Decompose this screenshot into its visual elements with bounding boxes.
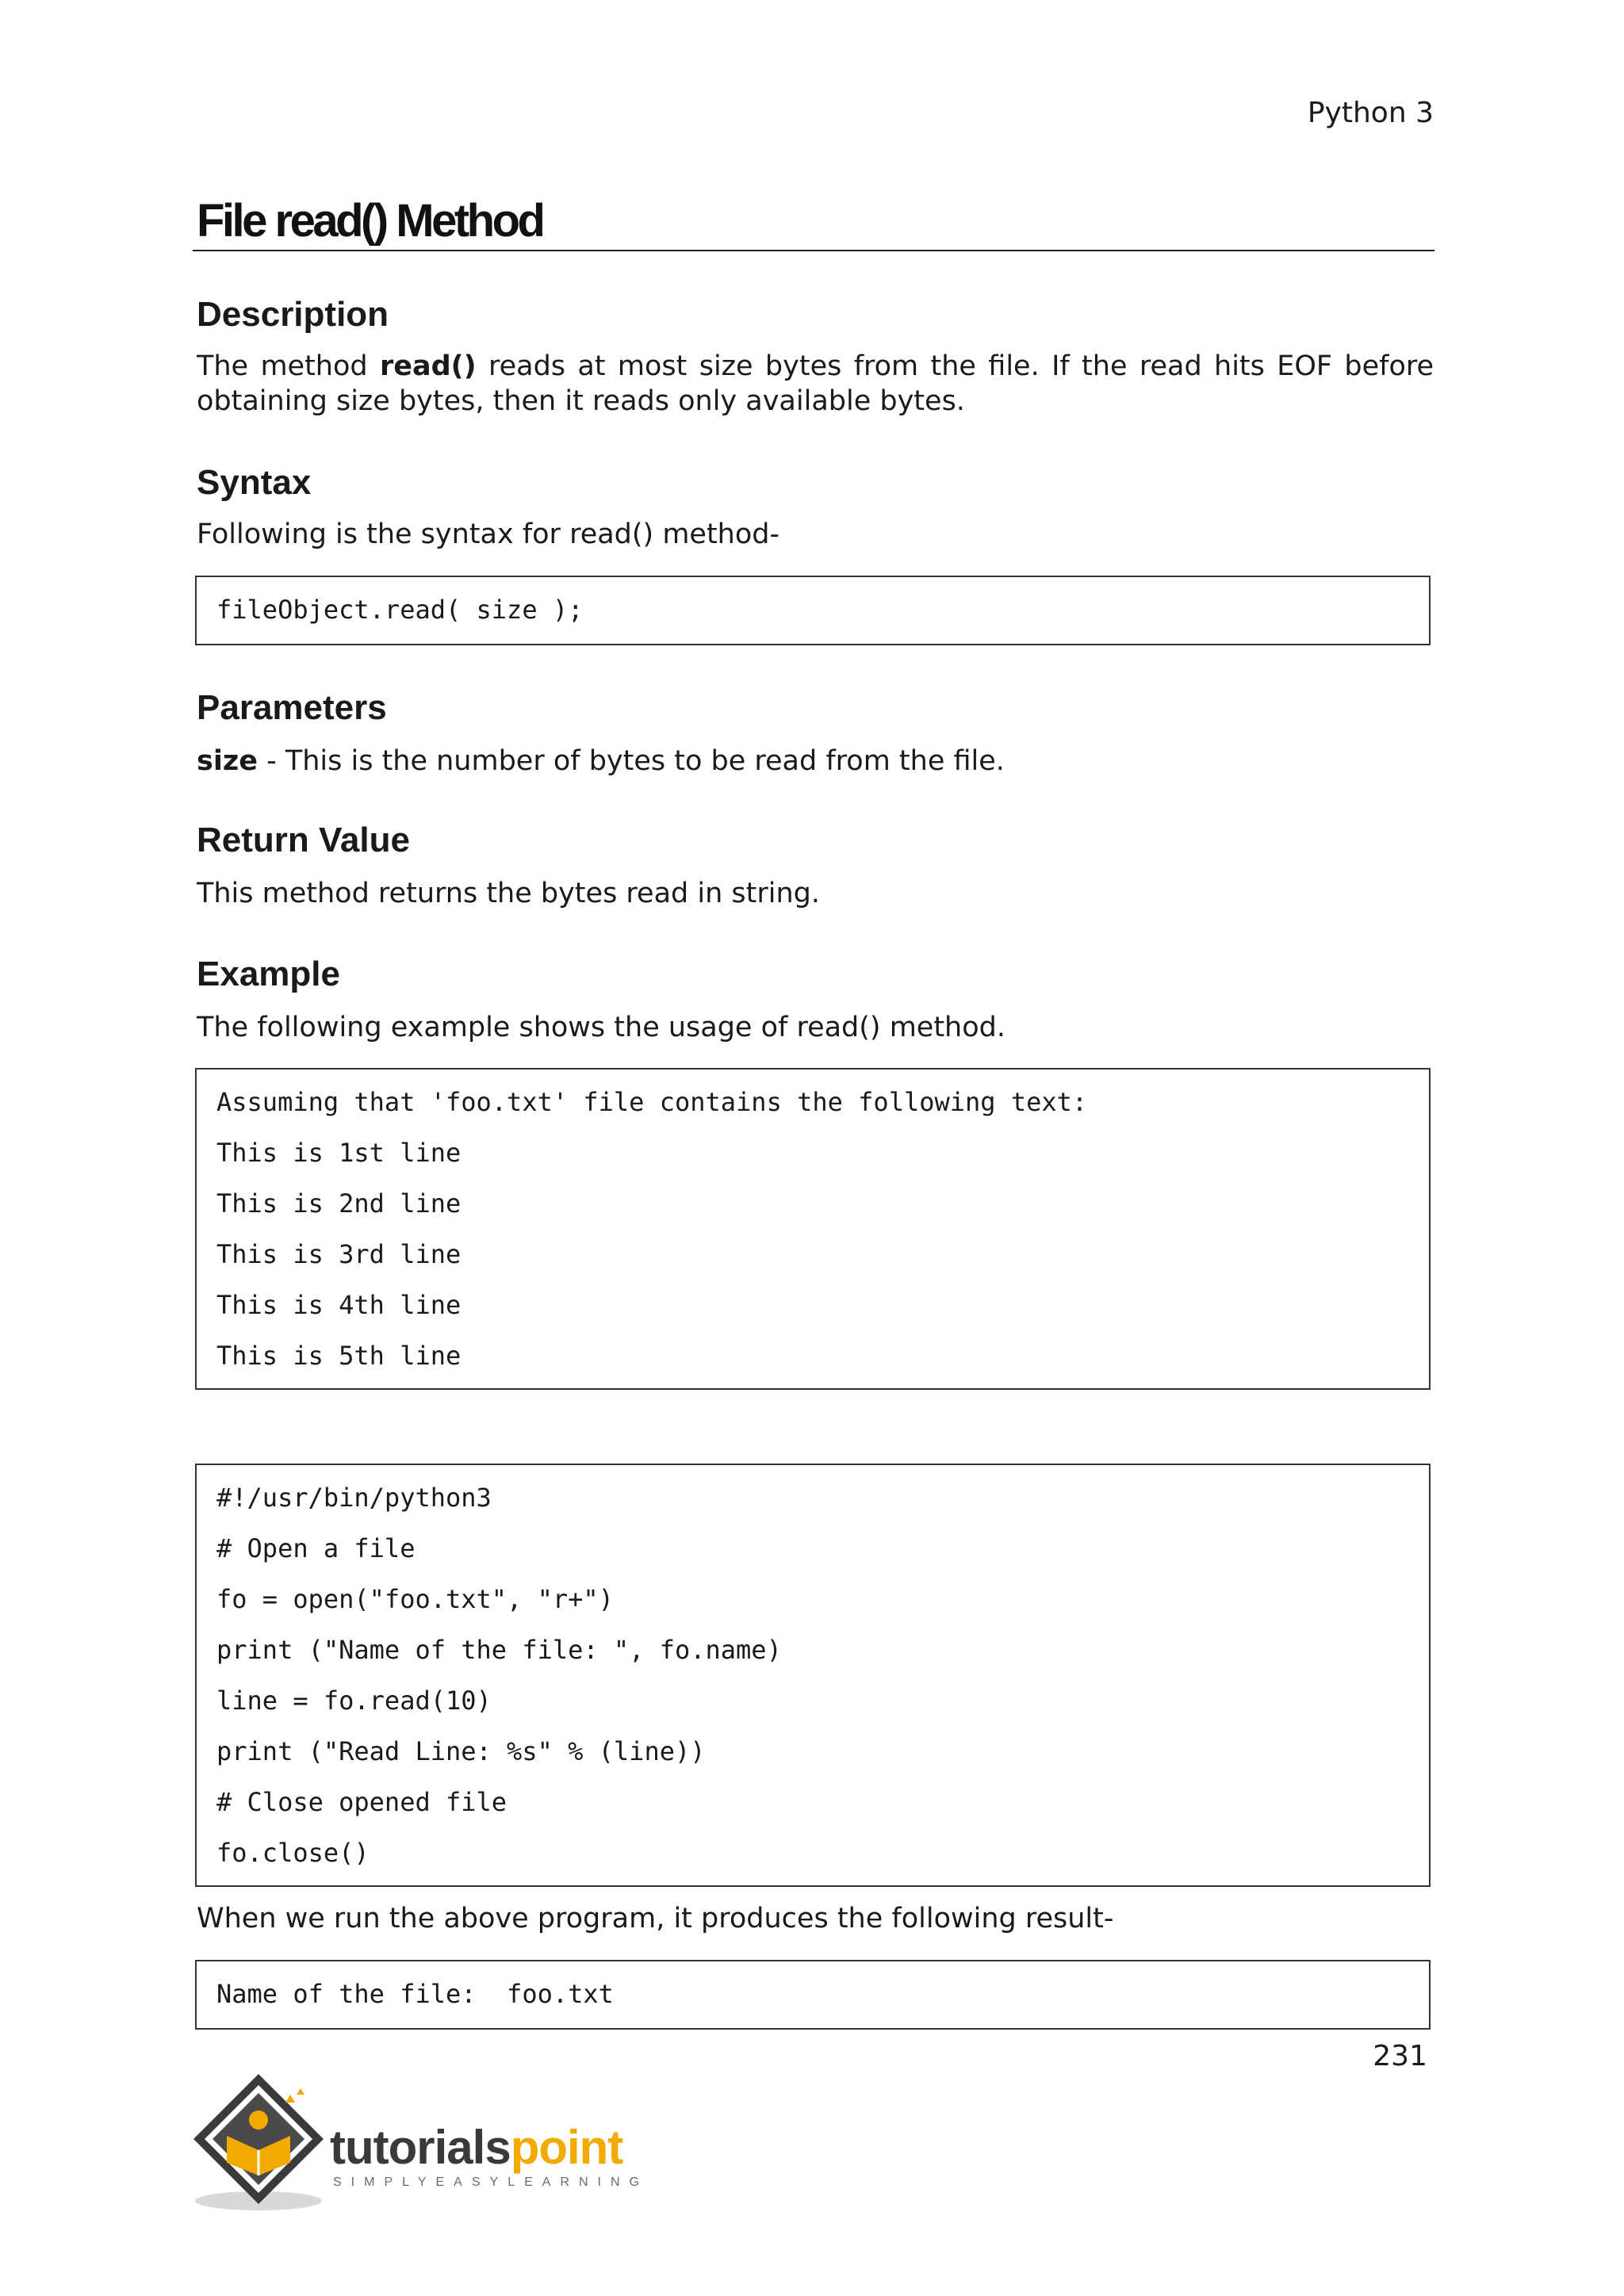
code-line: fileObject.read( size ); (216, 595, 584, 625)
code-line: Assuming that 'foo.txt' file contains the following text: (216, 1087, 1088, 1117)
code-line: fo.close() (216, 1838, 370, 1868)
example-heading: Example (197, 955, 340, 993)
syntax-text: Following is the syntax for read() method- (197, 519, 780, 550)
syntax-heading: Syntax (197, 463, 312, 502)
title-underline (193, 250, 1434, 251)
return-value-heading: Return Value (197, 821, 410, 859)
logo-wordmark: tutorialspoint (330, 2121, 623, 2174)
code-line: This is 3rd line (216, 1239, 462, 1269)
code-line: # Close opened file (216, 1787, 508, 1817)
tutorialspoint-logo (190, 2071, 666, 2214)
code-line: fo = open("foo.txt", "r+") (216, 1584, 614, 1614)
example-text: The following example shows the usage of read() method. (197, 1012, 1005, 1043)
result-intro-text: When we run the above program, it produces the following result- (197, 1903, 1114, 1934)
program-code-block (195, 1464, 1431, 1887)
logo-diamond-icon (190, 2071, 333, 2214)
code-line: print ("Name of the file: ", fo.name) (216, 1635, 782, 1665)
code-line: This is 5th line (216, 1341, 462, 1371)
code-line: # Open a file (216, 1533, 416, 1563)
code-line: This is 1st line (216, 1138, 462, 1168)
page-title: File read() Method (197, 195, 543, 247)
code-line: Name of the file: foo.txt (216, 1979, 614, 2009)
param-name: size (197, 745, 258, 777)
code-line: print ("Read Line: %s" % (line)) (216, 1736, 706, 1766)
syntax-code-block (195, 576, 1431, 645)
page-number: 231 (1373, 2040, 1427, 2072)
code-line: line = fo.read(10) (216, 1686, 492, 1716)
method-name: read() (379, 350, 477, 382)
code-line: This is 4th line (216, 1290, 462, 1320)
return-value-text: This method returns the bytes read in string. (197, 878, 820, 909)
book-title-header: Python 3 (1307, 97, 1434, 129)
description-heading: Description (197, 295, 389, 334)
parameters-text: size - This is the number of bytes to be read from the file. (197, 745, 1005, 777)
file-contents-block (195, 1068, 1431, 1390)
code-line: This is 2nd line (216, 1188, 462, 1219)
logo-tagline: SIMPLYEASYLEARNING (333, 2175, 649, 2189)
code-line: #!/usr/bin/python3 (216, 1483, 492, 1513)
output-block (195, 1960, 1431, 2030)
parameters-heading: Parameters (197, 688, 387, 727)
description-text: The method read() reads at most size bytes from the file. If the read hits EOF before obtaining size bytes, then it reads only available bytes. (197, 350, 1434, 417)
